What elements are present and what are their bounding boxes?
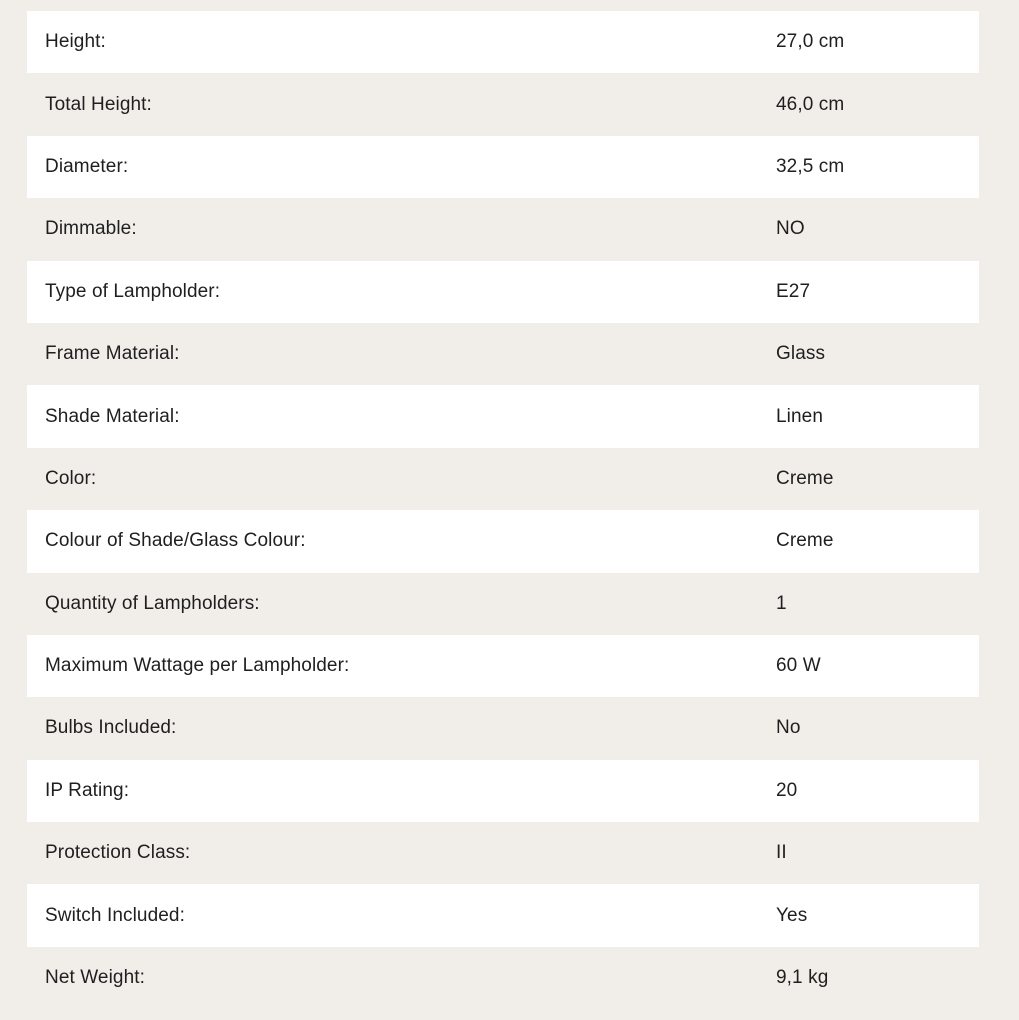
spec-row-bulbs-included (27, 697, 979, 759)
spec-value: 9,1 kg (776, 967, 829, 989)
spec-row-net-weight (27, 947, 979, 1009)
spec-value: No (776, 717, 801, 739)
spec-value: 27,0 cm (776, 31, 845, 53)
spec-label: Frame Material: (45, 343, 180, 365)
spec-row-protection-class (27, 822, 979, 884)
spec-label: Type of Lampholder: (45, 280, 221, 302)
spec-row-shade-colour (27, 510, 979, 572)
spec-row-max-wattage (27, 635, 979, 697)
spec-value: 32,5 cm (776, 155, 845, 177)
spec-row-diameter (27, 136, 979, 198)
spec-row-lampholder-quantity (27, 573, 979, 635)
spec-value: II (776, 842, 787, 864)
spec-value: Glass (776, 343, 826, 365)
spec-row-dimmable (27, 198, 979, 260)
spec-value: Creme (776, 467, 834, 489)
spec-label: IP Rating: (45, 779, 130, 801)
spec-value: 60 W (776, 655, 821, 677)
spec-label: Switch Included: (45, 904, 185, 926)
spec-label: Dimmable: (45, 218, 137, 240)
spec-row-color (27, 448, 979, 510)
spec-label: Total Height: (45, 93, 152, 115)
spec-row-shade-material (27, 385, 979, 447)
spec-table (27, 11, 979, 1009)
spec-label: Maximum Wattage per Lampholder: (45, 655, 350, 677)
spec-label: Diameter: (45, 155, 129, 177)
spec-row-height (27, 11, 979, 73)
spec-value: 46,0 cm (776, 93, 845, 115)
spec-label: Color: (45, 467, 97, 489)
spec-value: E27 (776, 280, 811, 302)
spec-row-switch-included (27, 884, 979, 946)
spec-value: Creme (776, 530, 834, 552)
spec-row-total-height (27, 73, 979, 135)
spec-value: Linen (776, 405, 823, 427)
spec-row-lampholder-type (27, 261, 979, 323)
spec-label: Shade Material: (45, 405, 180, 427)
spec-label: Bulbs Included: (45, 717, 177, 739)
spec-label: Quantity of Lampholders: (45, 592, 260, 614)
spec-row-frame-material (27, 323, 979, 385)
spec-label: Colour of Shade/Glass Colour: (45, 530, 306, 552)
spec-value: 20 (776, 779, 798, 801)
spec-value: NO (776, 218, 805, 240)
spec-value: Yes (776, 904, 808, 926)
spec-label: Net Weight: (45, 967, 146, 989)
spec-label: Protection Class: (45, 842, 191, 864)
spec-value: 1 (776, 592, 787, 614)
spec-row-ip-rating (27, 760, 979, 822)
spec-label: Height: (45, 31, 106, 53)
